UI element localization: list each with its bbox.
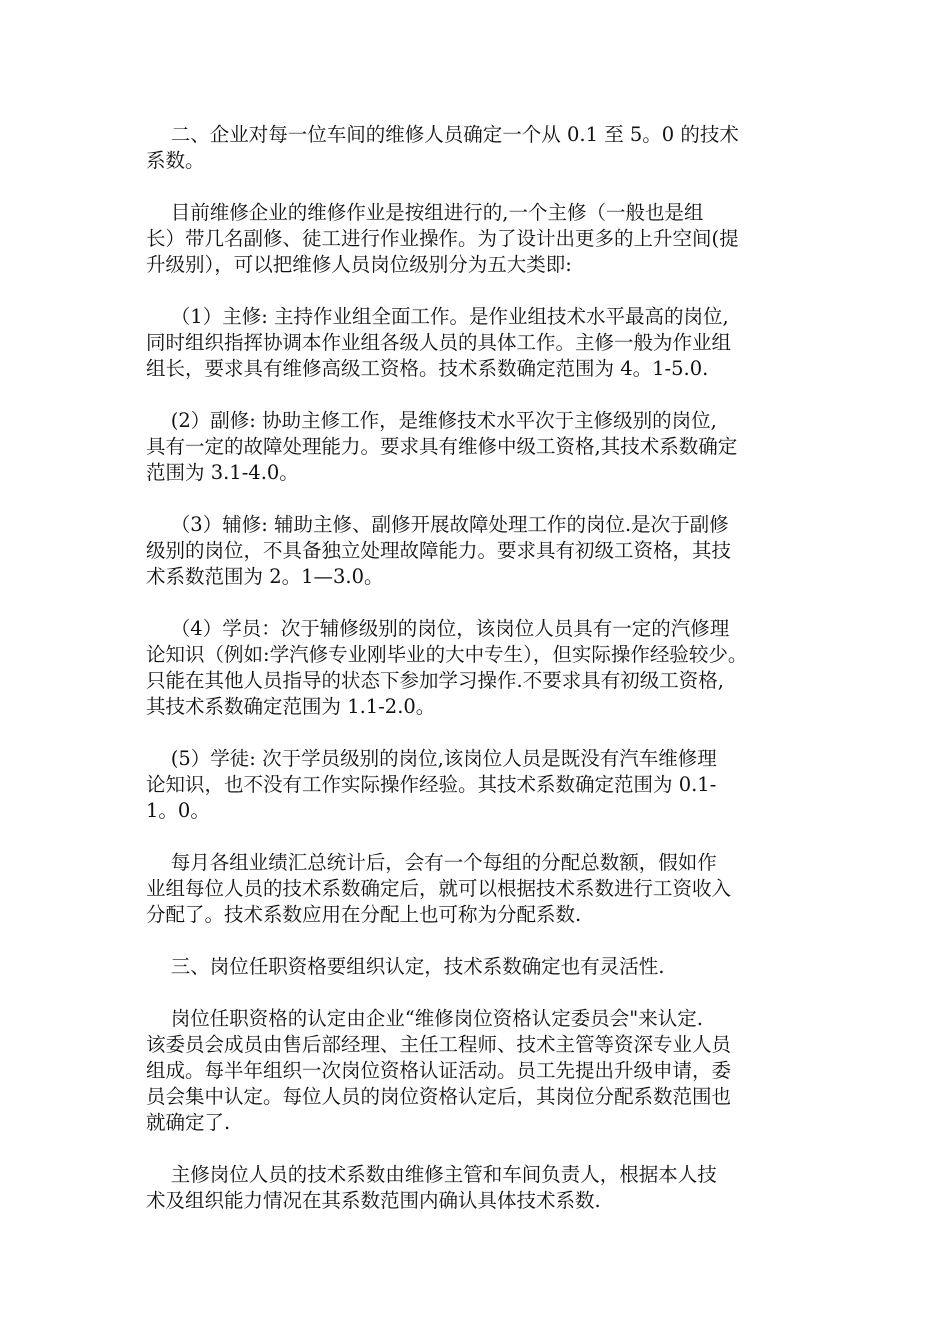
paragraph-deputy-repairer <box>146 408 814 486</box>
paragraph-chief-coefficient <box>146 1162 814 1214</box>
text-line: 具有一定的故障处理能力。要求具有维修中级工资格,其技术系数确定 <box>146 435 738 458</box>
text-line: 组成。每半年组织一次岗位资格认证活动。员工先提出升级申请，委 <box>146 1059 732 1082</box>
text-line: 1。0。 <box>146 799 210 822</box>
paragraph-trainee <box>146 616 814 720</box>
text-line: 其技术系数确定范围为 1.1-2.0。 <box>146 695 436 718</box>
text-line: 论知识（例如:学汽修专业刚毕业的大中专生），但实际操作经验较少。 <box>146 643 748 666</box>
text-line: 同时组织指挥协调本作业组各级人员的具体工作。主修一般为作业组 <box>146 331 732 354</box>
text-line: 二、企业对每一位车间的维修人员确定一个从 0.1 至 5。0 的技术 <box>146 123 739 146</box>
text-line: 升级别），可以把维修人员岗位级别分为五大类即: <box>146 253 572 276</box>
text-line: 该委员会成员由售后部经理、主任工程师、技术主管等资深专业人员 <box>146 1033 732 1056</box>
text-line: 术及组织能力情况在其系数范围内确认具体技术系数. <box>146 1189 601 1212</box>
paragraph-assistant-repairer <box>146 512 814 590</box>
text-line: （1）主修: 主持作业组全面工作。是作业组技术水平最高的岗位, <box>146 305 729 328</box>
text-line: 系数。 <box>146 149 205 172</box>
paragraph-intro <box>146 200 814 278</box>
text-line: 级别的岗位，不具备独立处理故障能力。要求具有初级工资格，其技 <box>146 539 732 562</box>
text-line: 主修岗位人员的技术系数由维修主管和车间负责人，根据本人技 <box>146 1163 717 1186</box>
paragraph-distribution <box>146 850 814 928</box>
text-line: 业组每位人员的技术系数确定后，就可以根据技术系数进行工资收入 <box>146 877 732 900</box>
paragraph-apprentice <box>146 746 814 824</box>
text-line: 岗位任职资格的认定由企业“维修岗位资格认定委员会"来认定. <box>146 1007 703 1030</box>
document-body <box>146 122 814 1240</box>
text-line: 长）带几名副修、徒工进行作业操作。为了设计出更多的上升空间(提 <box>146 227 739 250</box>
text-line: (5）学徒: 次于学员级别的岗位,该岗位人员是既没有汽车维修理 <box>146 747 717 770</box>
paragraph-section-three-heading <box>146 954 814 980</box>
text-line: 三、岗位任职资格要组织认定，技术系数确定也有灵活性. <box>146 955 665 978</box>
text-line: 只能在其他人员指导的状态下参加学习操作.不要求具有初级工资格, <box>146 669 724 692</box>
text-line: 分配了。技术系数应用在分配上也可称为分配系数. <box>146 903 582 926</box>
paragraph-chief-repairer <box>146 304 814 382</box>
text-line: 就确定了. <box>146 1111 231 1134</box>
text-line: 员会集中认定。每位人员的岗位资格认定后，其岗位分配系数范围也 <box>146 1085 732 1108</box>
paragraph-committee <box>146 1006 814 1136</box>
paragraph-section-two-heading <box>146 122 814 174</box>
text-line: 术系数范围为 2。1—3.0。 <box>146 565 384 588</box>
text-line: 范围为 3.1-4.0。 <box>146 461 299 484</box>
text-line: 组长，要求具有维修高级工资格。技术系数确定范围为 4。1-5.0. <box>146 357 709 380</box>
text-line: （4）学员：次于辅修级别的岗位，该岗位人员具有一定的汽修理 <box>146 617 730 640</box>
text-line: （3）辅修: 辅助主修、副修开展故障处理工作的岗位.是次于副修 <box>146 513 729 536</box>
text-line: 目前维修企业的维修作业是按组进行的,一个主修（一般也是组 <box>146 201 704 224</box>
text-line: (2）副修: 协助主修工作，是维修技术水平次于主修级别的岗位, <box>146 409 717 432</box>
text-line: 每月各组业绩汇总统计后，会有一个每组的分配总数额，假如作 <box>146 851 717 874</box>
text-line: 论知识，也不没有工作实际操作经验。其技术系数确定范围为 0.1- <box>146 773 717 796</box>
